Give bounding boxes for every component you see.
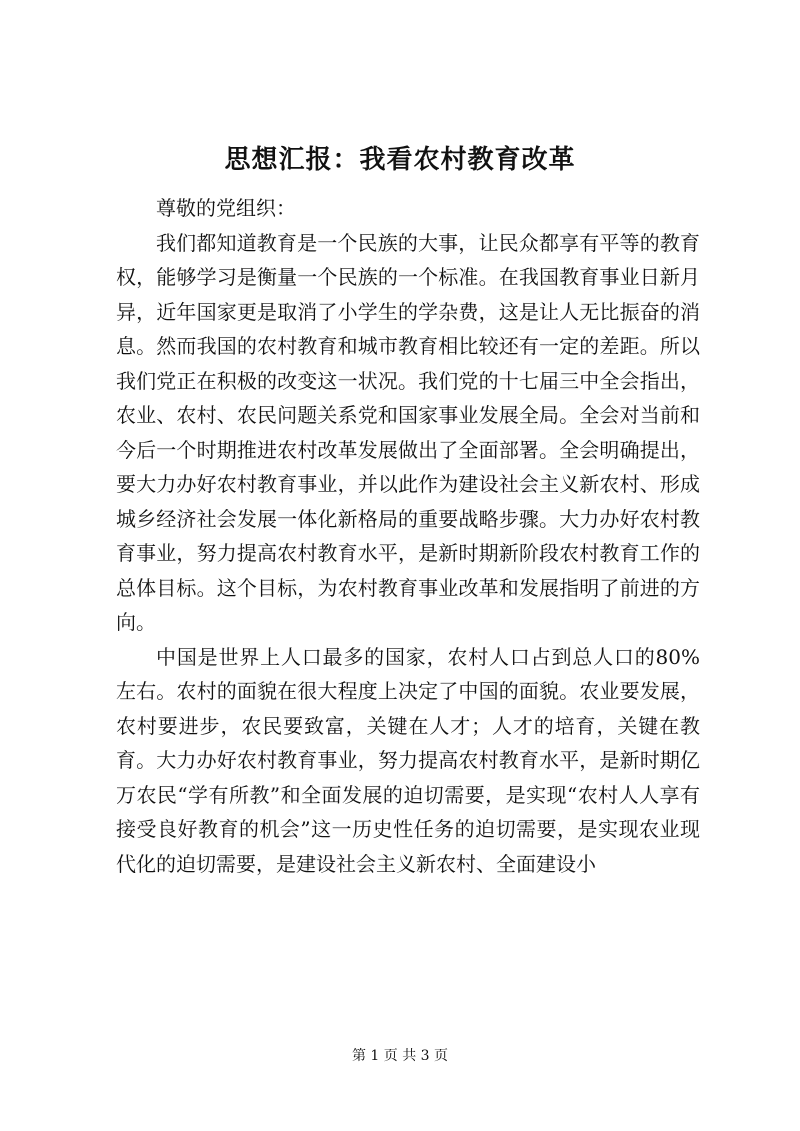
paragraph-1: 我们都知道教育是一个民族的大事，让民众都享有平等的教育权，能够学习是衡量一个民族的一个标准。在我国教育事业日新月异，近年国家更是取消了小学生的学杂费，这是让人无比振奋的消息。然而我国的农村教育和城市教育相比较还有一定的差距。所以我们党正在积极的改变这一状况。我们党的十七届三中全会指出，农业、农村、农民问题关系党和国家事业发展全局。全会对当前和今后一个时期推进农村改革发展做出了全面部署。全会明确提出，要大力办好农村教育事业，并以此作为建设社会主义新农村、形成城乡经济社会发展一体化新格局的重要战略步骤。大力办好农村教育事业，努力提高农村教育水平，是新时期新阶段农村教育工作的总体目标。这个目标，为农村教育事业改革和发展指明了前进的方向。	[116, 230, 700, 634]
paragraph-2: 中国是世界上人口最多的国家，农村人口占到总人口的80%左右。农村的面貌在很大程度上决定了中国的面貌。农业要发展，农村要进步，农民要致富，关键在人才；人才的培育，关键在教育。大力办好农村教育事业，努力提高农村教育水平，是新时期亿万农民“学有所教”和全面发展的迫切需要，是实现“农村人人享有接受良好教育的机会”这一历史性任务的迫切需要，是实现农业现代化的迫切需要，是建设社会主义新农村、全面建设小	[116, 644, 700, 876]
greeting: 尊敬的党组织：	[156, 196, 296, 220]
document-body	[116, 191, 700, 881]
page-footer: 第 1 页 共 3 页	[351, 1048, 449, 1064]
document-title: 思想汇报：我看农村教育改革	[224, 145, 576, 175]
